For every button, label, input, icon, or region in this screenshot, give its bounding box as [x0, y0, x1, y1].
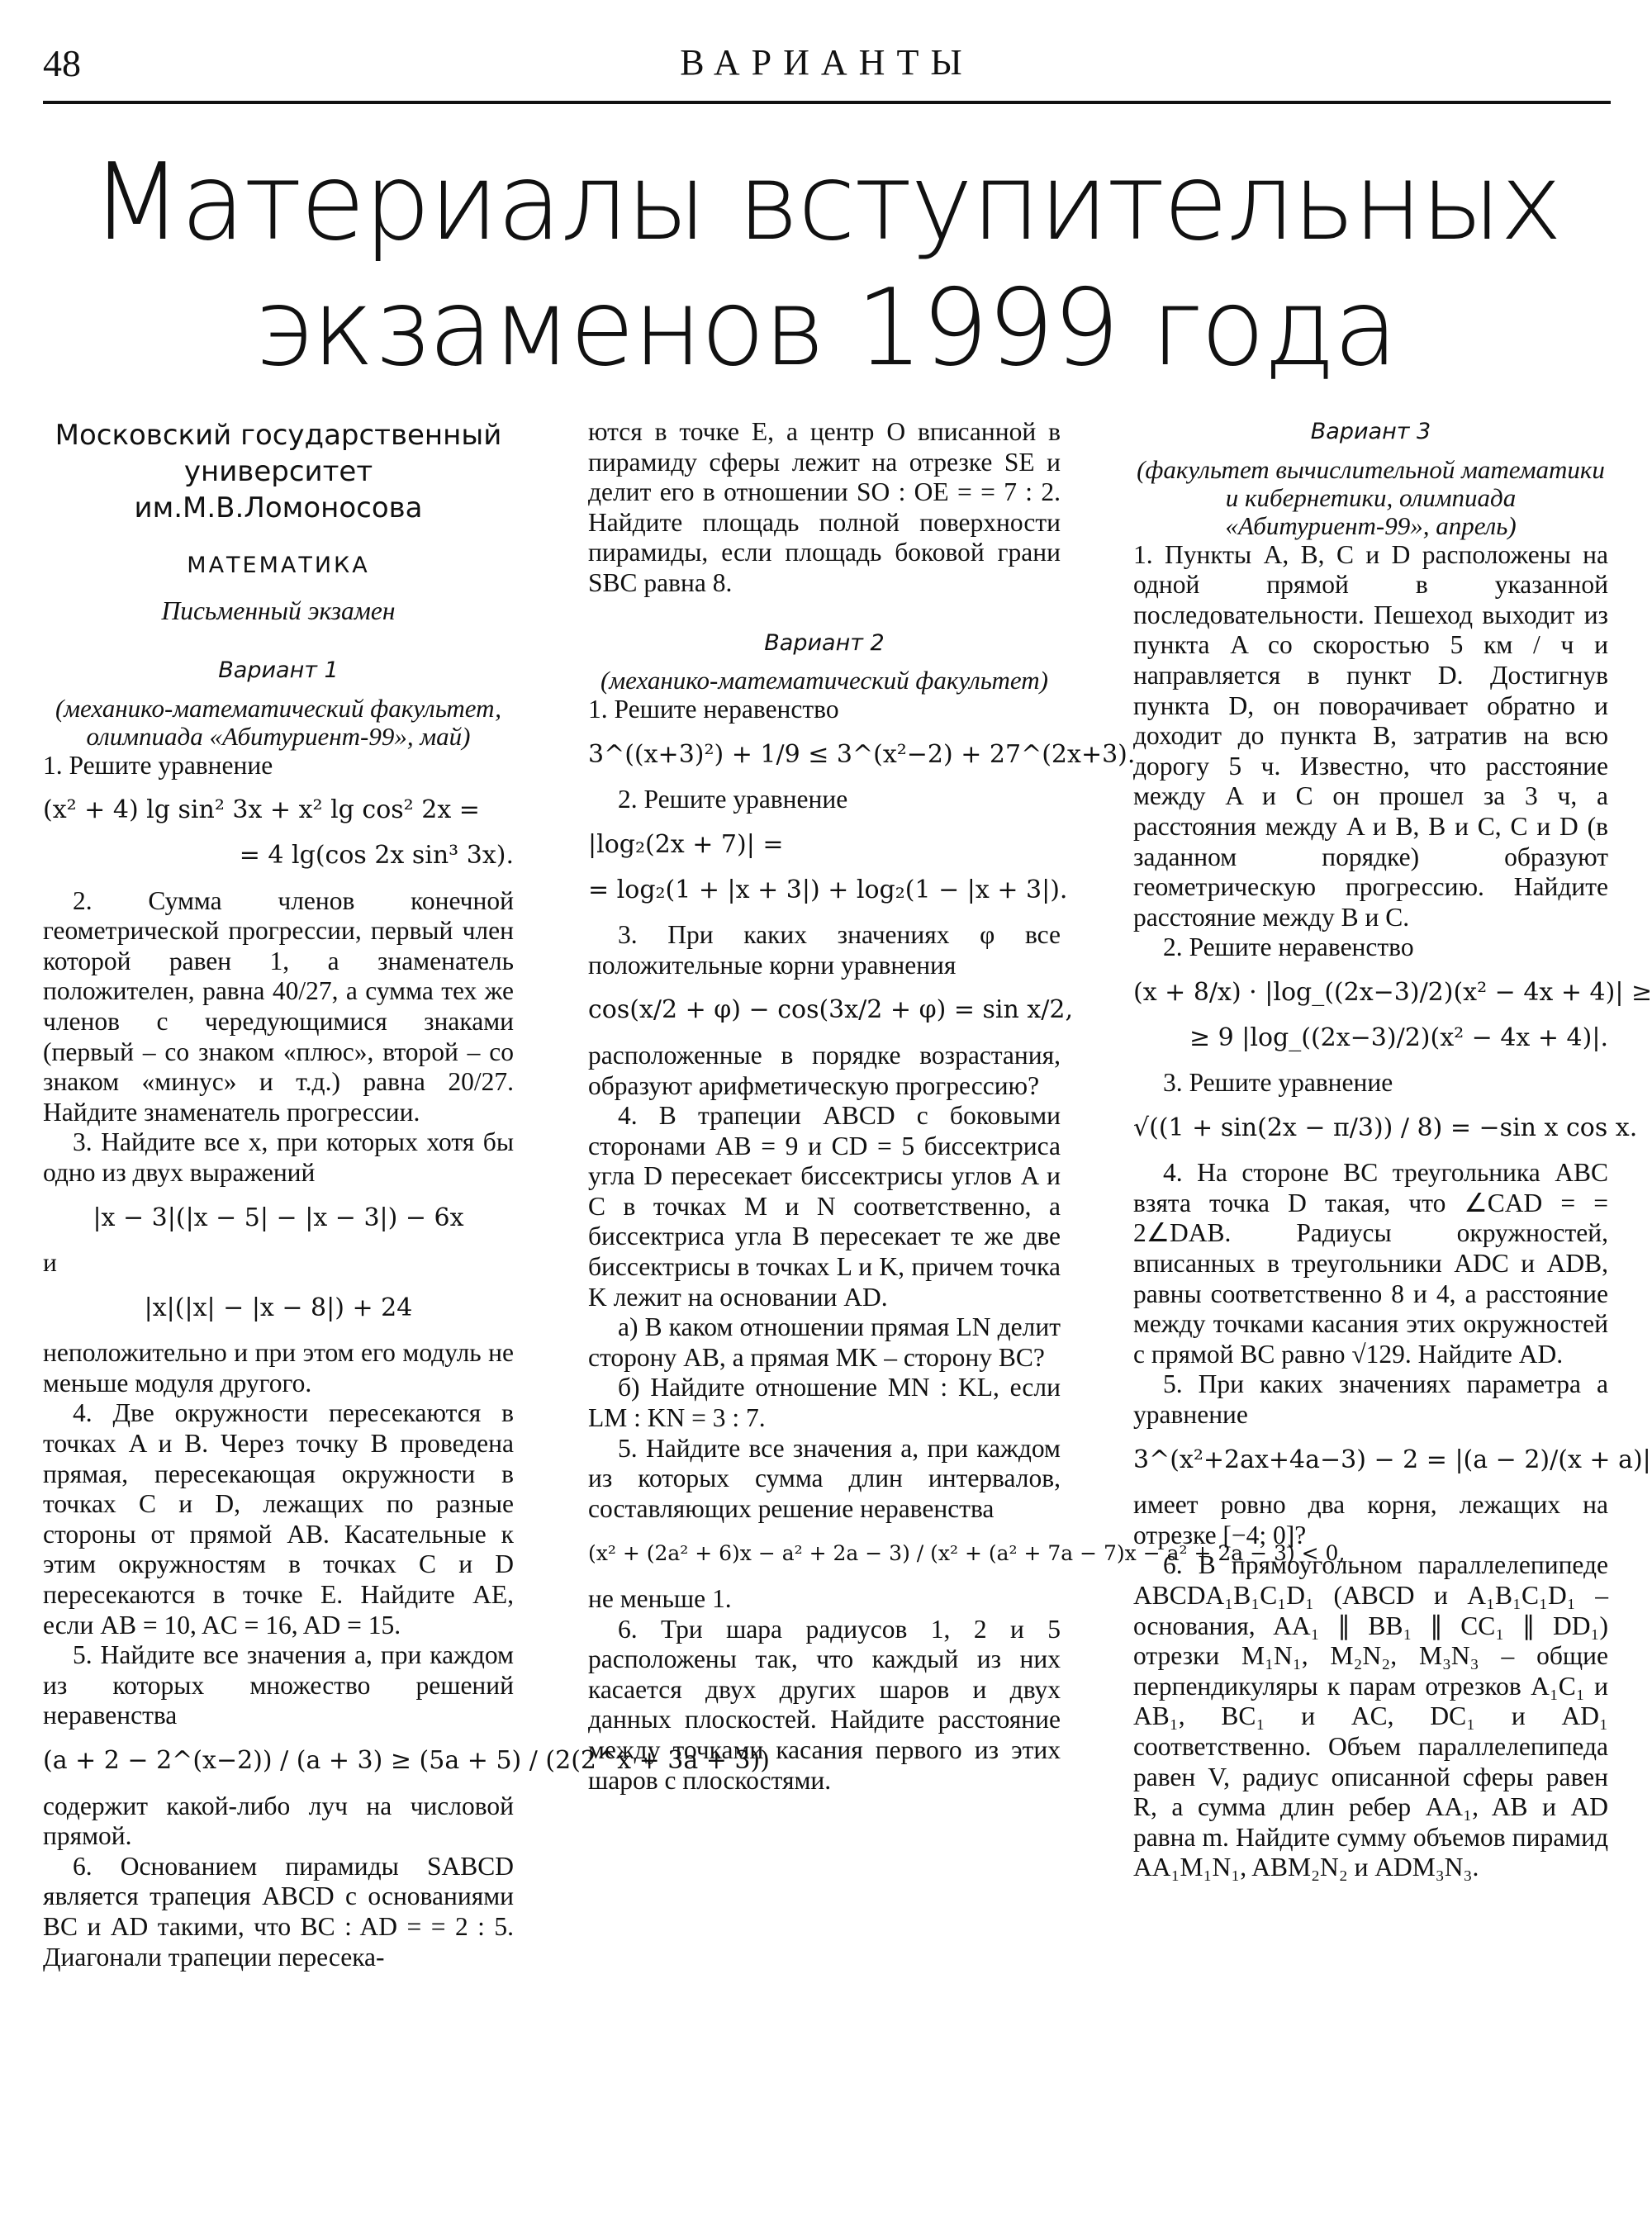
subject-heading: МАТЕМАТИКА — [187, 553, 370, 578]
problem-2-5: 5. Найдите все значения a, при каждом из которых сумма длин интервалов, составляющих решение неравенства — [588, 1433, 1061, 1523]
column-3 — [1133, 417, 1652, 1883]
formula-1-1b: = 4 lg(cos 2x sin³ 3x). — [239, 840, 514, 870]
problem-2-4: 4. В трапеции ABCD с боковыми сторонами AB = 9 и CD = 5 биссектриса угла D пересекает биссектрисы углов A и C в точках M и N соответственно, а биссектриса угла B пересекает те же две биссектрисы в точках L и K, причем точка K лежит на основании AD. — [588, 1101, 1061, 1312]
problem-1-3b: неположительно и при этом его модуль не меньше модуля другого. — [43, 1338, 514, 1397]
problem-1-2: 2. Сумма членов конечной геометрической прогрессии, первый член которой равен 1, а знаменатель положителен, равна 40/27, а сумма тех же членов с чередующимися знаками (первый – со знаком «плюс», второй – со знаком «минус» и т.д.) равна 20/27. Найдите знаменатель прогрессии. — [43, 885, 514, 1127]
variant-3-heading: Вариант 3 — [1310, 419, 1431, 444]
university-name: Московский государственный университет им.М.В.Ломоносова — [55, 419, 502, 524]
problem-1-3: 3. Найдите все x, при которых хотя бы одно из двух выражений — [43, 1127, 514, 1187]
problem-2-4b: б) Найдите отношение MN : KL, если LM : KN = 3 : 7. — [588, 1373, 1061, 1433]
problem-2-4a: а) В каком отношении прямая LN делит сторону AB, а прямая MK – сторону BC? — [588, 1312, 1061, 1372]
problem-1-3-and: и — [43, 1248, 57, 1278]
problem-1-4: 4. Две окружности пересекаются в точках A и B. Через точку B проведена прямая, пересекающая окружности в точках C и D, лежащих по разные стороны от прямой AB. Касательные к этим окружностям в точках C и D пересекаются в точке E. Найдите AE, если AB = 10, AC = 16, AD = 15. — [43, 1398, 514, 1639]
problem-1-6: 6. Основанием пирамиды SABCD является трапеция ABCD с основаниями BC и AD такими, что BC : AD = = 2 : 5. Диагонали трапеции пересека- — [43, 1851, 514, 1972]
formula-2-5: (x² + (2a² + 6)x − a² + 2a − 3) / (x² + (a² + 7a − 7)x − a² + 2a − 3) < 0, — [588, 1541, 1346, 1566]
running-header — [43, 33, 1611, 99]
formula-1-3a: |x − 3|(|x − 5| − |x − 3|) − 6x — [93, 1203, 464, 1232]
formula-1-3b: |x|(|x| − |x − 8|) + 24 — [144, 1293, 413, 1322]
variant-1-heading: Вариант 1 — [218, 657, 339, 684]
page-title — [0, 140, 1652, 391]
problem-2-3b: расположенные в порядке возрастания, образуют арифметическую прогрессию? — [588, 1040, 1061, 1100]
problem-2-6: 6. Три шара радиусов 1, 2 и 5 расположены так, что каждый из них касается двух других шаров и двух данных плоскостей. Найдите расстояние между точками касания первого из этих шаров с плоскостями. — [588, 1614, 1061, 1795]
formula-2-2b: = log₂(1 + |x + 3|) + log₂(1 − |x + 3|). — [588, 875, 1068, 904]
formula-2-2a: |log₂(2x + 7)| = — [588, 829, 784, 859]
formula-2-1: 3^((x+3)²) + 1/9 ≤ 3^(x²−2) + 27^(2x+3). — [588, 739, 1136, 769]
problem-2-1: 1. Решите неравенство — [588, 695, 839, 724]
title-line-2: экзаменов 1999 года — [255, 267, 1397, 390]
problem-1-1: 1. Решите уравнение — [43, 750, 273, 780]
title-line-1: Материалы вступительных — [91, 141, 1561, 264]
formula-1-1a: (x² + 4) lg sin² 3x + x² lg cos² 2x = — [43, 795, 480, 825]
section-title: ВАРИАНТЫ — [680, 42, 974, 83]
problem-1-5: 5. Найдите все значения a, при каждом из которых множество решений неравенства — [43, 1640, 514, 1730]
problem-3-4: 4. На стороне BC треугольника ABC взята точка D такая, что ∠CAD = = 2∠DAB. Радиусы окружностей, вписанных в треугольники ADC и ADB, равны соответственно 8 и 4, а расстояние между точками касания этих окружностей с прямой BC равно √129. Найдите AD. — [1133, 1158, 1608, 1369]
problem-2-5b: не меньше 1. — [588, 1584, 732, 1613]
formula-1-5: (a + 2 − 2^(x−2)) / (a + 3) ≥ (5a + 5) / (2(2^x + 3a + 3)) — [43, 1746, 770, 1775]
formula-3-5: 3^(x²+2ax+4a−3) − 2 = |(a − 2)/(x + a)| — [1133, 1445, 1651, 1474]
problem-3-5: 5. При каких значениях параметра a уравнение — [1133, 1369, 1608, 1430]
formula-3-2a: (x + 8/x) · |log_((2x−3)/2)(x² − 4x + 4)| ≥ — [1133, 977, 1652, 1007]
variant-1-faculty: (механико-математический факультет, олимпиада «Абитуриент-99», май) — [55, 693, 502, 751]
formula-2-3: cos(x/2 + φ) − cos(3x/2 + φ) = sin x/2, — [588, 995, 1073, 1025]
problem-3-2: 2. Решите неравенство — [1163, 932, 1414, 962]
problem-3-1: 1. Пункты A, B, C и D расположены на одной прямой в указанной последовательности. Пешеход выходит из пункта A со скоростью 5 км / ч и направляется в пункт D. Достигнув пункта D, он поворачивает обратно и доходит до пункта B, затратив на всю дорогу 5 ч. Известно, что расстояние между A и C он прошел за 3 ч, а расстояния между A и B, B и C, C и D (в заданном порядке) образуют геометрическую прогрессию. Найдите расстояние между B и C. — [1133, 539, 1608, 932]
problem-2-2: 2. Решите уравнение — [618, 785, 848, 814]
problem-2-3: 3. При каких значениях φ все положительные корни уравнения — [588, 920, 1061, 980]
formula-3-3: √((1 + sin(2x − π/3)) / 8) = −sin x cos x. — [1133, 1113, 1638, 1142]
formula-3-2b: ≥ 9 |log_((2x−3)/2)(x² − 4x + 4)|. — [1189, 1023, 1608, 1052]
exam-type: Письменный экзамен — [161, 596, 396, 625]
problem-1-6-cont: ются в точке E, а центр O вписанной в пирамиду сферы лежит на отрезке SE и делит его в отношении SO : OE = = 7 : 2. Найдите площадь полной поверхности пирамиды, если площадь боковой грани SBC равна 8. — [588, 417, 1061, 597]
problem-3-6: 6. В прямоугольном параллелепипеде ABCDA₁B₁C₁D₁ (ABCD и A₁B₁C₁D₁ – основания, AA₁ ∥ BB₁ ∥ CC₁ ∥ DD₁) отрезки M₁N₁, M₂N₂, M₃N₃ – общие перпендикуляры к парам отрезков A₁C₁ и AB₁, BC₁ и AC, DC₁ и AD₁ соответственно. Объем параллелепипеда равен V, радиус описанной сферы равен R, а сумма длин ребер AA₁, AB и AD равна m. Найдите сумму объемов пирамид AA₁M₁N₁, ABM₂N₂ и ADM₃N₃. — [1133, 1550, 1608, 1882]
problem-3-3: 3. Решите уравнение — [1163, 1068, 1393, 1098]
page-number: 48 — [43, 42, 81, 84]
variant-2-faculty: (механико-математический факультет) — [601, 666, 1048, 695]
variant-2-heading: Вариант 2 — [764, 629, 885, 656]
problem-3-5b: имеет ровно два корня, лежащих на отрезке [−4; 0]? — [1133, 1490, 1608, 1549]
header-rule — [43, 101, 1611, 104]
problem-1-5b: содержит какой-либо луч на числовой прямой. — [43, 1791, 514, 1851]
variant-3-faculty: (факультет вычислительной математики и кибернетики, олимпиада «Абитуриент-99», апрель) — [1137, 454, 1605, 540]
